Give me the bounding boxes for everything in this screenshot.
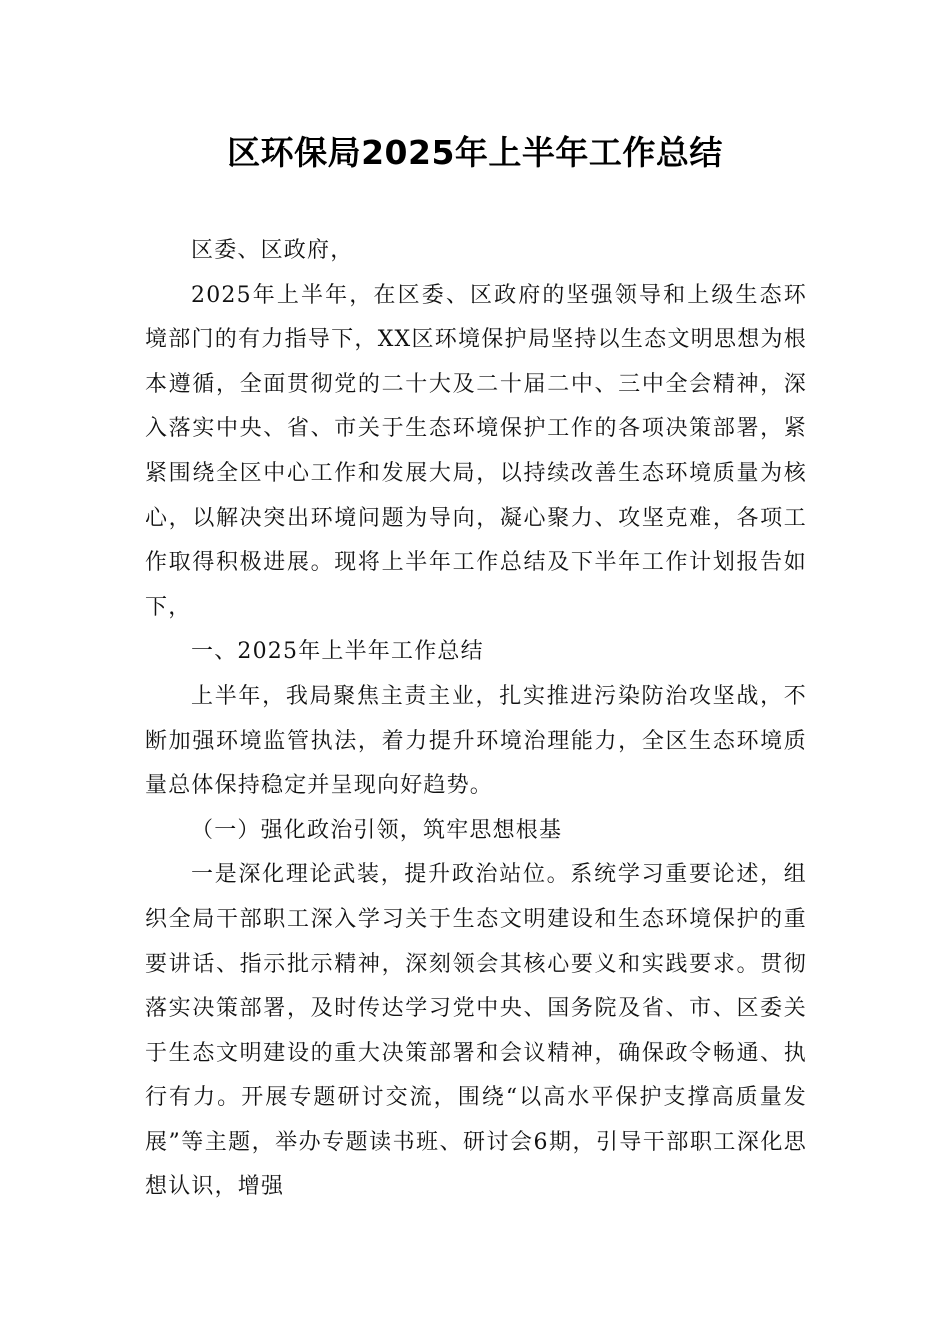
subsection-heading-1: （一）强化政治引领，筑牢思想根基: [191, 817, 563, 843]
document-body: [145, 229, 807, 1210]
salutation: 区委、区政府，: [191, 238, 354, 263]
intro-paragraph: 2025年上半年，在区委、区政府的坚强领导和上级生态环境部门的有力指导下，XX区环境保护局坚持以生态文明思想为根本遵循，全面贯彻党的二十大及二十届二中、三中全会精神，深入落实中央、省、市关于生态环境保护工作的各项决策部署，紧紧围绕全区中心工作和发展大局，以持续改善生态环境质量为核心，以解决突出环境问题为导向，凝心聚力、攻坚克难，各项工作取得积极进展。现将上半年工作总结及下半年工作计划报告如下，: [145, 282, 807, 620]
document-title: 区环保局2025年上半年工作总结: [227, 133, 723, 172]
subsection-paragraph-1: 一是深化理论武装，提升政治站位。系统学习重要论述，组织全局干部职工深入学习关于生态文明建设和生态环境保护的重要讲话、指示批示精神，深刻领会其核心要义和实践要求。贯彻落实决策部署，及时传达学习党中央、国务院及省、市、区委关于生态文明建设的重大决策部署和会议精神，确保政令畅通、执行有力。开展专题研讨交流，围绕“以高水平保护支撑高质量发展”等主题，举办专题读书班、研讨会6期，引导干部职工深化思想认识，增强: [145, 862, 807, 1200]
section-summary-paragraph: 上半年，我局聚焦主责主业，扎实推进污染防治攻坚战，不断加强环境监管执法，着力提升环境治理能力，全区生态环境质量总体保持稳定并呈现向好趋势。: [145, 683, 807, 799]
section-heading-1: 一、2025年上半年工作总结: [191, 639, 484, 665]
